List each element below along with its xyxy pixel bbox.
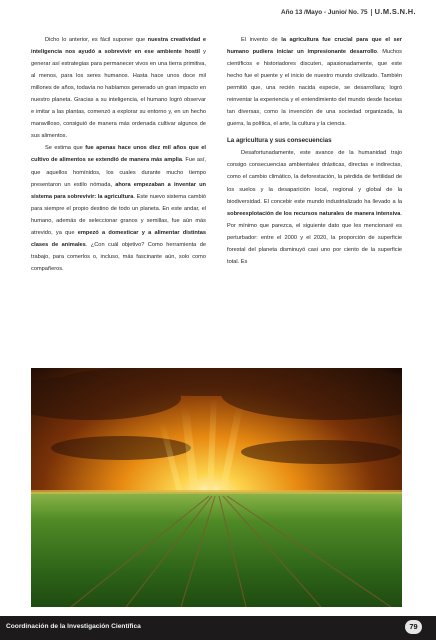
photo-illustration (31, 368, 402, 607)
right-column (227, 34, 402, 268)
page-footer (0, 616, 436, 640)
text-run: . Fue así, que aquellos homínidos, los cuales durante mucho tiempo presentaron un estilo nómada, (31, 157, 206, 188)
text-run: y generar así estrategias para permanecer vivos en una tierra primitiva, al menos, para los seres humanos. Hasta hace unos doce mil millones de años, todavía no habíamos generado un gran impacto en nuestro planeta. Gracias a su inteligencia, el humano logró observar e imitar a las plantas, comenzó a explorar su entorno y, en un hecho maravilloso, consiguió de manera más ordenada cultivar algunos de sus alimentos. (31, 49, 206, 140)
text-run: . Por mínimo que parezca, el siguiente dato que les mencionaré es perturbador: entre el 2000 y el 2020, la proporción de superficie forestal del planeta disminuyó casi uno por ciento de la superficie total. Es (227, 210, 402, 265)
text-run: El invento de (241, 37, 282, 43)
left-column (31, 34, 206, 275)
emphasis-text: ahora empezaban a inventar un sistema para sobrevivir: la agricultura (31, 181, 206, 200)
section-heading: La agricultura y sus consecuencias (227, 137, 332, 145)
text-run: Dicho lo anterior, es fácil suponer que (45, 37, 148, 43)
text-run: Se estima que (45, 145, 86, 152)
emphasis-text: sobreexplotación de los recursos naturales de manera intensiva (227, 210, 401, 217)
running-header (281, 7, 416, 16)
footer-title: Coordinación de la Investigación Científica (6, 623, 141, 630)
text-run: . ¿Con cuál objetivo? Como herramienta de trabajo, para comerlos o, incluso, más fascinante aún, solo como compañeros. (31, 241, 206, 272)
page-number-badge: 79 (405, 620, 422, 634)
text-run: . Muchos científicos e historiadores discuten, apasionadamente, que este hecho fue el puente y el inicio de nuestro mundo civilizado. También permitió que, una recién nacida especie, se desarrollara; logró reinventar la experiencia y el entendimiento del mundo desde facetas tan diversas, como la invención de una sociedad organizada, la guerra, la política, el arte, la cultura y la ciencia. (227, 49, 402, 128)
organization-label: U.M.S.N.H. (374, 7, 416, 16)
paragraph (227, 147, 402, 267)
emphasis-text: la agricultura fue crucial para que el ser humano pudiera iniciar un impresionante desarrollo (227, 37, 402, 56)
header-divider (371, 9, 372, 16)
issue-label: Año 13 /Mayo - Junio/ No. 75 (280, 9, 368, 16)
paragraph (227, 34, 402, 130)
paragraph (31, 142, 206, 275)
emphasis-text: nuestra creatividad e inteligencia nos ayudó a sobrevivir en ese ambiente hostil (31, 37, 207, 56)
text-run: Desafortunadamente, este avance de la humanidad trajo consigo consecuencias ambientales drásticas, directas e indirectas, como el cambio climático, la deforestación, la pérdida de fertilidad de los suelos y la desaparición local, regional y global de la biodiversidad. El concebir este mundo industrializado ha llevado a la (227, 150, 402, 205)
paragraph (31, 34, 206, 142)
emphasis-text: empezó a domesticar y a alimentar distintas clases de animales (31, 229, 206, 248)
emphasis-text: fue apenas hace unos diez mil años que el cultivo de alimentos se extendió de manera más amplia (31, 145, 206, 164)
text-run: . Este nuevo sistema cambió para siempre el propio destino de todo un planeta. En este andar, el humano, además de seleccionar granos y semillas, fue aún más atrevido, ya que (31, 193, 206, 236)
field-sunset-photo (31, 368, 402, 607)
